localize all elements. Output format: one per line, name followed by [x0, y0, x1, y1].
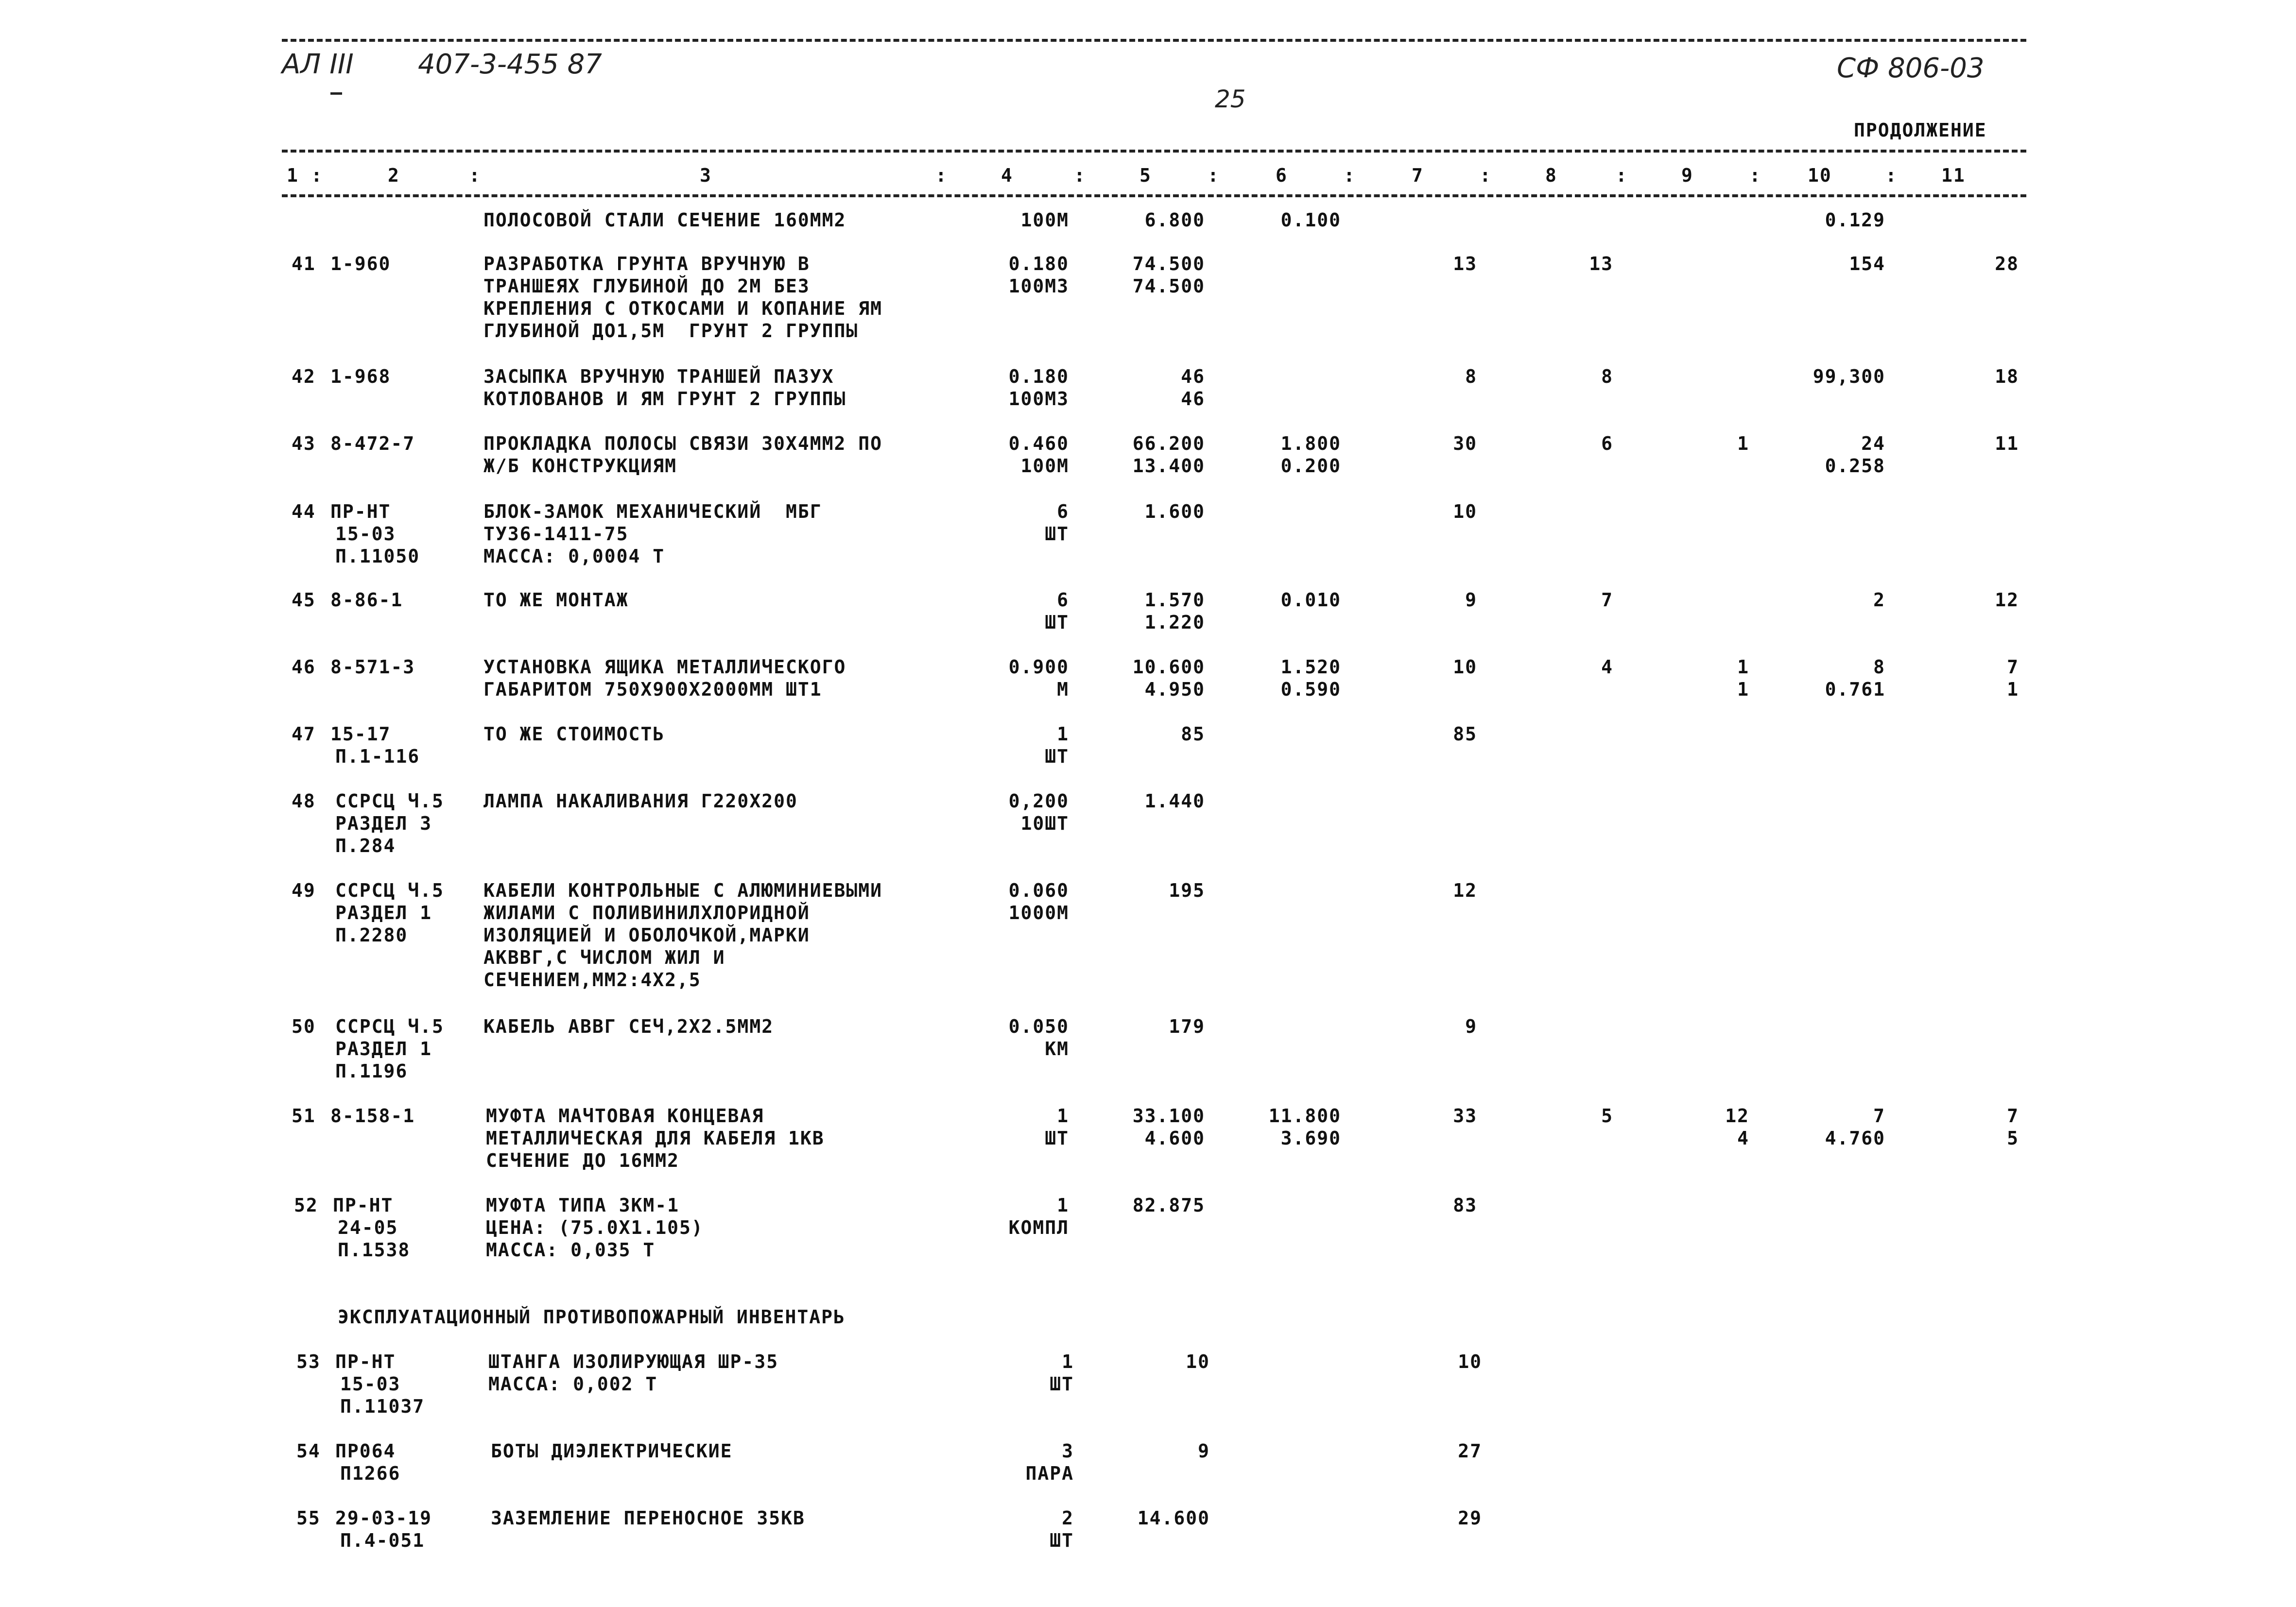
cell-number: 55: [296, 1507, 321, 1529]
cell-name: ЗАЗЕМЛЕНИЕ ПЕРЕНОСНОЕ 35КВ: [491, 1507, 805, 1529]
column-header-2: 2: [388, 165, 400, 186]
header-rule-bottom: [282, 194, 2026, 197]
cell-name: ПОЛОСОВОЙ СТАЛИ СЕЧЕНИЕ 160ММ2: [483, 209, 846, 231]
column-separator: :: [1749, 165, 1761, 186]
cell-name: ЖИЛАМИ С ПОЛИВИНИЛХЛОРИДНОЙ: [483, 902, 810, 923]
page-number: 25: [1215, 85, 1246, 113]
cell-number: 47: [292, 723, 316, 745]
cell-price: 4.600: [1144, 1128, 1205, 1149]
cell-name: ЗАСЫПКА ВРУЧНУЮ ТРАНШЕЙ ПАЗУХ: [483, 366, 834, 387]
cell-col10: 99,300: [1813, 366, 1885, 387]
cell-price: 46: [1181, 388, 1205, 410]
cell-name: ТРАНШЕЯХ ГЛУБИНОЙ ДО 2М БЕЗ: [483, 275, 810, 297]
cell-unit: 0.460: [1008, 433, 1069, 454]
cell-unit: КОМПЛ: [1008, 1217, 1069, 1238]
section-title: ЭКСПЛУАТАЦИОННЫЙ ПРОТИВОПОЖАРНЫЙ ИНВЕНТАРЬ: [338, 1306, 846, 1328]
cell-col8: 13: [1589, 253, 1613, 274]
cell-unit: 0.180: [1008, 253, 1069, 274]
cell-unit: М: [1057, 679, 1069, 700]
cell-number: 52: [294, 1195, 318, 1216]
cell-price: 74.500: [1132, 253, 1205, 274]
cell-col6: 11.800: [1268, 1105, 1341, 1127]
cell-col9: 1: [1737, 433, 1749, 454]
cell-name: КАБЕЛЬ АВВГ СЕЧ,2Х2.5ММ2: [483, 1016, 774, 1037]
cell-number: 42: [292, 366, 316, 387]
cell-name: УСТАНОВКА ЯЩИКА МЕТАЛЛИЧЕСКОГО: [483, 656, 846, 678]
cell-unit: ШТ: [1050, 1373, 1074, 1395]
cell-col11: 28: [1995, 253, 2019, 274]
cell-unit: 1: [1057, 1105, 1069, 1127]
cell-code: ПР-НТ: [333, 1195, 394, 1216]
cell-col10: 154: [1849, 253, 1885, 274]
cell-price: 1.220: [1144, 612, 1205, 633]
cell-price: 9: [1198, 1440, 1210, 1462]
cell-price: 4.950: [1144, 679, 1205, 700]
column-header-7: 7: [1412, 165, 1424, 186]
cell-number: 45: [292, 589, 316, 611]
column-header-10: 10: [1808, 165, 1832, 186]
cell-unit: ШТ: [1045, 1128, 1069, 1149]
cell-name: ГАБАРИТОМ 750Х900Х2000ММ ШТ1: [483, 679, 822, 700]
cell-unit: 0,200: [1008, 790, 1069, 812]
cell-name: БЛОК-ЗАМОК МЕХАНИЧЕСКИЙ МБГ: [483, 501, 822, 522]
cell-price: 13.400: [1132, 455, 1205, 477]
cell-number: 50: [292, 1016, 316, 1037]
cell-name: РАЗРАБОТКА ГРУНТА ВРУЧНУЮ В: [483, 253, 810, 274]
cell-price: 1.600: [1144, 501, 1205, 522]
cell-unit: ПАРА: [1025, 1463, 1074, 1484]
cell-col8: 4: [1601, 656, 1613, 678]
cell-col7: 9: [1465, 1016, 1477, 1037]
cell-code: ПР064: [335, 1440, 396, 1462]
cell-code: ПР-НТ: [330, 501, 391, 522]
column-header-8: 8: [1545, 165, 1557, 186]
column-separator: :: [1885, 165, 1898, 186]
cell-col11: 12: [1995, 589, 2019, 611]
column-header-5: 5: [1139, 165, 1152, 186]
column-separator: :: [469, 165, 481, 186]
cell-col7: 85: [1453, 723, 1477, 745]
column-header-11: 11: [1941, 165, 1966, 186]
cell-price: 74.500: [1132, 275, 1205, 297]
cell-name: ТУ36-1411-75: [483, 523, 629, 545]
cell-col7: 30: [1453, 433, 1477, 454]
cell-unit: ШТ: [1045, 523, 1069, 545]
cell-col8: 8: [1601, 366, 1613, 387]
cell-code: П.1538: [338, 1239, 411, 1261]
cell-code: П.284: [335, 835, 396, 856]
cell-price: 195: [1169, 880, 1205, 901]
cell-name: СЕЧЕНИЕ ДО 16ММ2: [486, 1150, 680, 1171]
cell-price: 46: [1181, 366, 1205, 387]
cell-price: 14.600: [1137, 1507, 1210, 1529]
cell-number: 46: [292, 656, 316, 678]
cell-number: 53: [296, 1351, 321, 1372]
cell-unit: 100М: [1020, 209, 1069, 231]
cell-col6: 0.010: [1280, 589, 1341, 611]
cell-code: ССРСЦ Ч.5: [335, 880, 444, 901]
cell-code: 29-03-19: [335, 1507, 432, 1529]
cell-unit: КМ: [1045, 1038, 1069, 1060]
cell-col8: 6: [1601, 433, 1613, 454]
cell-col7: 83: [1453, 1195, 1477, 1216]
cell-code: П.11050: [335, 546, 420, 567]
cell-code: ПР-НТ: [335, 1351, 396, 1372]
cell-col10: 24: [1861, 433, 1885, 454]
cell-code: П1266: [340, 1463, 401, 1484]
cell-name: ТО ЖЕ СТОИМОСТЬ: [483, 723, 665, 745]
cell-name: Ж/Б КОНСТРУКЦИЯМ: [483, 455, 677, 477]
cell-col10: 2: [1873, 589, 1885, 611]
cell-col9: 1: [1737, 656, 1749, 678]
cell-name: ПРОКЛАДКА ПОЛОСЫ СВЯЗИ 30Х4ММ2 ПО: [483, 433, 882, 454]
cell-number: 44: [292, 501, 316, 522]
cell-unit: 0.180: [1008, 366, 1069, 387]
cell-col8: 5: [1601, 1105, 1613, 1127]
cell-name: ЦЕНА: (75.0Х1.105): [486, 1217, 704, 1238]
cell-unit: 10ШТ: [1020, 813, 1069, 834]
cell-code: 24-05: [338, 1217, 398, 1238]
cell-col6: 0.100: [1280, 209, 1341, 231]
cell-col9: 4: [1737, 1128, 1749, 1149]
column-header-6: 6: [1276, 165, 1288, 186]
cell-col11: 11: [1995, 433, 2019, 454]
cell-unit: ШТ: [1050, 1530, 1074, 1551]
form-code: СФ 806-03: [1837, 52, 1985, 84]
cell-col9: 1: [1737, 679, 1749, 700]
cell-name: КОТЛОВАНОВ И ЯМ ГРУНТ 2 ГРУППЫ: [483, 388, 846, 410]
cell-code: РАЗДЕЛ 1: [335, 902, 432, 923]
cell-col6: 3.690: [1280, 1128, 1341, 1149]
cell-code: 8-86-1: [330, 589, 403, 611]
top-rule: [282, 39, 2026, 42]
cell-price: 179: [1169, 1016, 1205, 1037]
cell-price: 1.570: [1144, 589, 1205, 611]
cell-unit: 1: [1057, 1195, 1069, 1216]
cell-unit: 1: [1057, 723, 1069, 745]
cell-col10: 7: [1873, 1105, 1885, 1127]
cell-col7: 9: [1465, 589, 1477, 611]
cell-price: 6.800: [1144, 209, 1205, 231]
cell-unit: 0.900: [1008, 656, 1069, 678]
cell-name: МАССА: 0,002 Т: [488, 1373, 658, 1395]
cell-col7: 10: [1453, 656, 1477, 678]
cell-price: 10.600: [1132, 656, 1205, 678]
cell-name: МЕТАЛЛИЧЕСКАЯ ДЛЯ КАБЕЛЯ 1КВ: [486, 1128, 825, 1149]
cell-price: 33.100: [1132, 1105, 1205, 1127]
cell-col11: 18: [1995, 366, 2019, 387]
column-separator: :: [1074, 165, 1086, 186]
cell-name: ЛАМПА НАКАЛИВАНИЯ Г220Х200: [483, 790, 798, 812]
cell-name: ИЗОЛЯЦИЕЙ И ОБОЛОЧКОЙ,МАРКИ: [483, 924, 810, 946]
cell-col6: 0.200: [1280, 455, 1341, 477]
cell-col10: 0.258: [1825, 455, 1885, 477]
cell-code: П.1-116: [335, 746, 420, 767]
cell-unit: ШТ: [1045, 612, 1069, 633]
cell-col7: 13: [1453, 253, 1477, 274]
cell-code: П.2280: [335, 924, 408, 946]
cell-code: 15-17: [330, 723, 391, 745]
cell-name: МАССА: 0,0004 Т: [483, 546, 665, 567]
cell-unit: 1000М: [1008, 902, 1069, 923]
cell-col11: 7: [2007, 656, 2019, 678]
cell-col9: 12: [1725, 1105, 1749, 1127]
cell-code: 15-03: [340, 1373, 401, 1395]
cell-code: 8-472-7: [330, 433, 415, 454]
cell-name: АКВВГ,С ЧИСЛОМ ЖИЛ И: [483, 947, 725, 968]
cell-code: П.11037: [340, 1396, 425, 1417]
cell-code: П.4-051: [340, 1530, 425, 1551]
cell-col10: 0.129: [1825, 209, 1885, 231]
document-number: 407-3-455 87: [418, 49, 602, 80]
cell-name: ШТАНГА ИЗОЛИРУЮЩАЯ ШР-35: [488, 1351, 779, 1372]
column-separator: :: [1208, 165, 1220, 186]
cell-col10: 8: [1873, 656, 1885, 678]
cell-code: 1-968: [330, 366, 391, 387]
cell-col6: 1.800: [1280, 433, 1341, 454]
cell-name: ТО ЖЕ МОНТАЖ: [483, 589, 629, 611]
cell-unit: 1: [1062, 1351, 1074, 1372]
cell-unit: 100М: [1020, 455, 1069, 477]
cell-number: 41: [292, 253, 316, 274]
cell-code: ССРСЦ Ч.5: [335, 1016, 444, 1037]
cell-code: П.1196: [335, 1060, 408, 1082]
cell-col7: 12: [1453, 880, 1477, 901]
cell-unit: 0.050: [1008, 1016, 1069, 1037]
cell-col10: 4.760: [1825, 1128, 1885, 1149]
cell-col7: 29: [1458, 1507, 1482, 1529]
cell-col8: 7: [1601, 589, 1613, 611]
cell-col7: 10: [1458, 1351, 1482, 1372]
sheet-code: АЛ III: [282, 49, 354, 80]
cell-col7: 8: [1465, 366, 1477, 387]
column-separator: :: [1480, 165, 1492, 186]
cell-col7: 27: [1458, 1440, 1482, 1462]
cell-col7: 33: [1453, 1105, 1477, 1127]
header-rule-top: [282, 150, 2026, 153]
column-header-3: 3: [700, 165, 712, 186]
cell-unit: 0.060: [1008, 880, 1069, 901]
cell-unit: 6: [1057, 501, 1069, 522]
cell-unit: ШТ: [1045, 746, 1069, 767]
column-header-9: 9: [1681, 165, 1693, 186]
column-separator: :: [1616, 165, 1628, 186]
cell-name: ГЛУБИНОЙ ДО1,5М ГРУНТ 2 ГРУППЫ: [483, 320, 859, 342]
cell-code: 8-158-1: [330, 1105, 415, 1127]
cell-code: 8-571-3: [330, 656, 415, 678]
cell-unit: 100М3: [1008, 388, 1069, 410]
cell-col11: 1: [2007, 679, 2019, 700]
cell-code: РАЗДЕЛ 3: [335, 813, 432, 834]
cell-code: 15-03: [335, 523, 396, 545]
cell-number: 51: [292, 1105, 316, 1127]
cell-price: 10: [1186, 1351, 1210, 1372]
cell-col11: 5: [2007, 1128, 2019, 1149]
sheet-code-underline: [330, 92, 342, 95]
cell-code: ССРСЦ Ч.5: [335, 790, 444, 812]
cell-number: 49: [292, 880, 316, 901]
cell-unit: 3: [1062, 1440, 1074, 1462]
cell-name: МАССА: 0,035 Т: [486, 1239, 656, 1261]
cell-name: КАБЕЛИ КОНТРОЛЬНЫЕ С АЛЮМИНИЕВЫМИ: [483, 880, 882, 901]
cell-price: 66.200: [1132, 433, 1205, 454]
cell-price: 82.875: [1132, 1195, 1205, 1216]
cell-name: СЕЧЕНИЕМ,ММ2:4Х2,5: [483, 969, 701, 991]
cell-col6: 0.590: [1280, 679, 1341, 700]
continuation-label: ПРОДОЛЖЕНИЕ: [1854, 120, 1987, 141]
cell-price: 85: [1181, 723, 1205, 745]
column-separator: :: [1344, 165, 1356, 186]
cell-number: 54: [296, 1440, 321, 1462]
column-header-4: 4: [1001, 165, 1013, 186]
cell-name: КРЕПЛЕНИЯ С ОТКОСАМИ И КОПАНИЕ ЯМ: [483, 298, 882, 319]
column-separator: :: [311, 165, 323, 186]
cell-code: РАЗДЕЛ 1: [335, 1038, 432, 1060]
cell-unit: 2: [1062, 1507, 1074, 1529]
cell-name: БОТЫ ДИЭЛЕКТРИЧЕСКИЕ: [491, 1440, 733, 1462]
column-header-1: 1: [287, 165, 299, 186]
cell-name: МУФТА МАЧТОВАЯ КОНЦЕВАЯ: [486, 1105, 764, 1127]
column-separator: :: [935, 165, 948, 186]
cell-number: 43: [292, 433, 316, 454]
cell-col7: 10: [1453, 501, 1477, 522]
cell-price: 1.440: [1144, 790, 1205, 812]
cell-unit: 6: [1057, 589, 1069, 611]
cell-unit: 100М3: [1008, 275, 1069, 297]
cell-col10: 0.761: [1825, 679, 1885, 700]
cell-code: 1-960: [330, 253, 391, 274]
cell-name: МУФТА ТИПА ЗКМ-1: [486, 1195, 680, 1216]
cell-col11: 7: [2007, 1105, 2019, 1127]
cell-number: 48: [292, 790, 316, 812]
cell-col6: 1.520: [1280, 656, 1341, 678]
